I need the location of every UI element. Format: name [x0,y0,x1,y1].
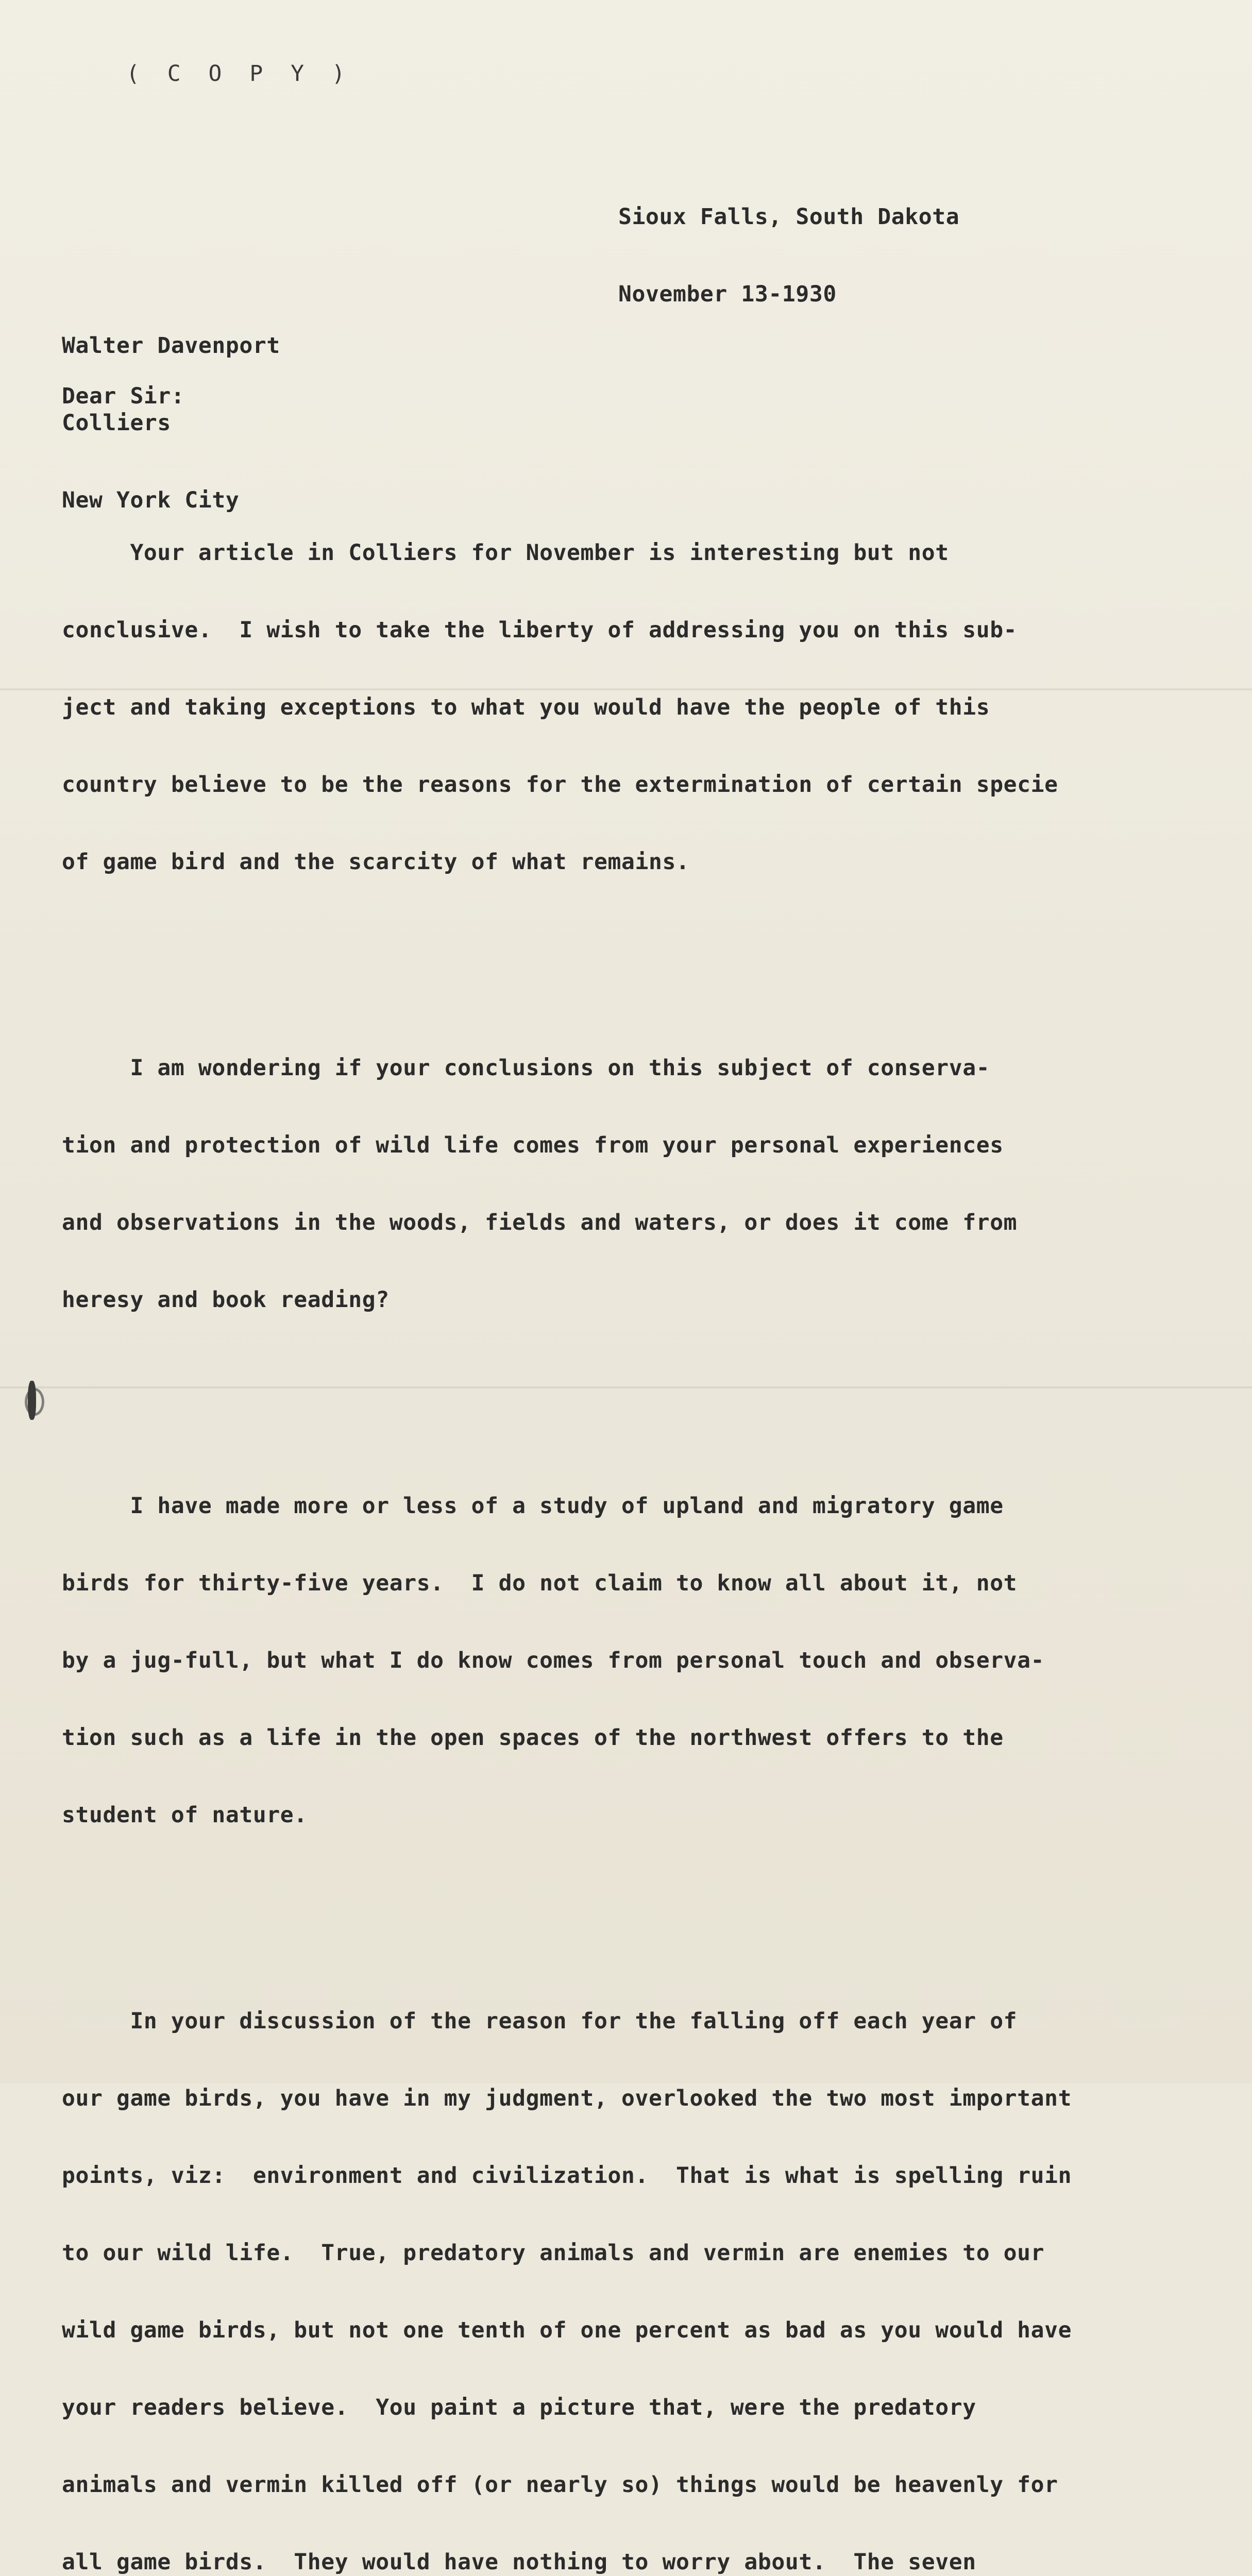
body-line: ject and taking exceptions to what you would have the people of this [62,694,990,720]
body-line: country believe to be the reasons for the extermination of certain specie [62,772,1058,798]
copy-label: ( C O P Y ) [126,61,352,87]
body-line: Your article in Colliers for November is interesting but not [62,540,949,566]
body-line: tion such as a life in the open spaces of the northwest offers to the [62,1725,1004,1751]
body-line: animals and vermin killed off (or nearly so) things would be heavenly for [62,2472,1058,2498]
body-line: tion and protection of wild life comes from your personal experiences [62,1132,1004,1158]
body-line: heresy and book reading? [62,1287,390,1313]
body-line: birds for thirty-five years. I do not claim to know all about it, not [62,1570,1018,1596]
body-line: points, viz: environment and civilization. That is what is spelling ruin [62,2163,1072,2189]
body-line: by a jug-full, but what I do know comes from personal touch and observa- [62,1648,1045,1673]
paragraph-2 [62,1004,1242,1364]
body-line: conclusive. I wish to take the liberty of addressing you on this sub- [62,617,1018,643]
salutation: Dear Sir: [62,383,185,409]
body-line: and observations in the woods, fields and waters, or does it come from [62,1210,1018,1235]
paragraph-1 [62,488,1242,926]
body-line: student of nature. [62,1802,308,1828]
paragraph-3 [62,1442,1242,1879]
dateline [618,152,959,359]
body-line: our game birds, you have in my judgment, overlooked the two most important [62,2086,1072,2111]
letter-body [62,437,1242,2576]
addressee-name: Walter Davenport [62,333,280,359]
body-line: all game birds. They would have nothing to worry about. The seven [62,2549,976,2575]
body-line: wild game birds, but not one tenth of one percent as bad as you would have [62,2317,1072,2343]
body-line: I am wondering if your conclusions on this subject of conserva- [62,1055,990,1081]
body-line: In your discussion of the reason for the falling off each year of [62,2008,1018,2034]
dateline-date: November 13-1930 [618,281,837,307]
paragraph-4 [62,1957,1242,2576]
body-line: your readers believe. You paint a picture that, were the predatory [62,2395,976,2420]
addressee-city: New York City [62,487,240,513]
addressee-organization: Colliers [62,410,171,436]
dateline-place: Sioux Falls, South Dakota [618,204,960,230]
body-line: of game bird and the scarcity of what remains. [62,849,690,875]
body-line: to our wild life. True, predatory animals and vermin are enemies to our [62,2240,1045,2266]
margin-ink-mark [28,1381,36,1420]
body-line: I have made more or less of a study of upland and migratory game [62,1493,1004,1519]
